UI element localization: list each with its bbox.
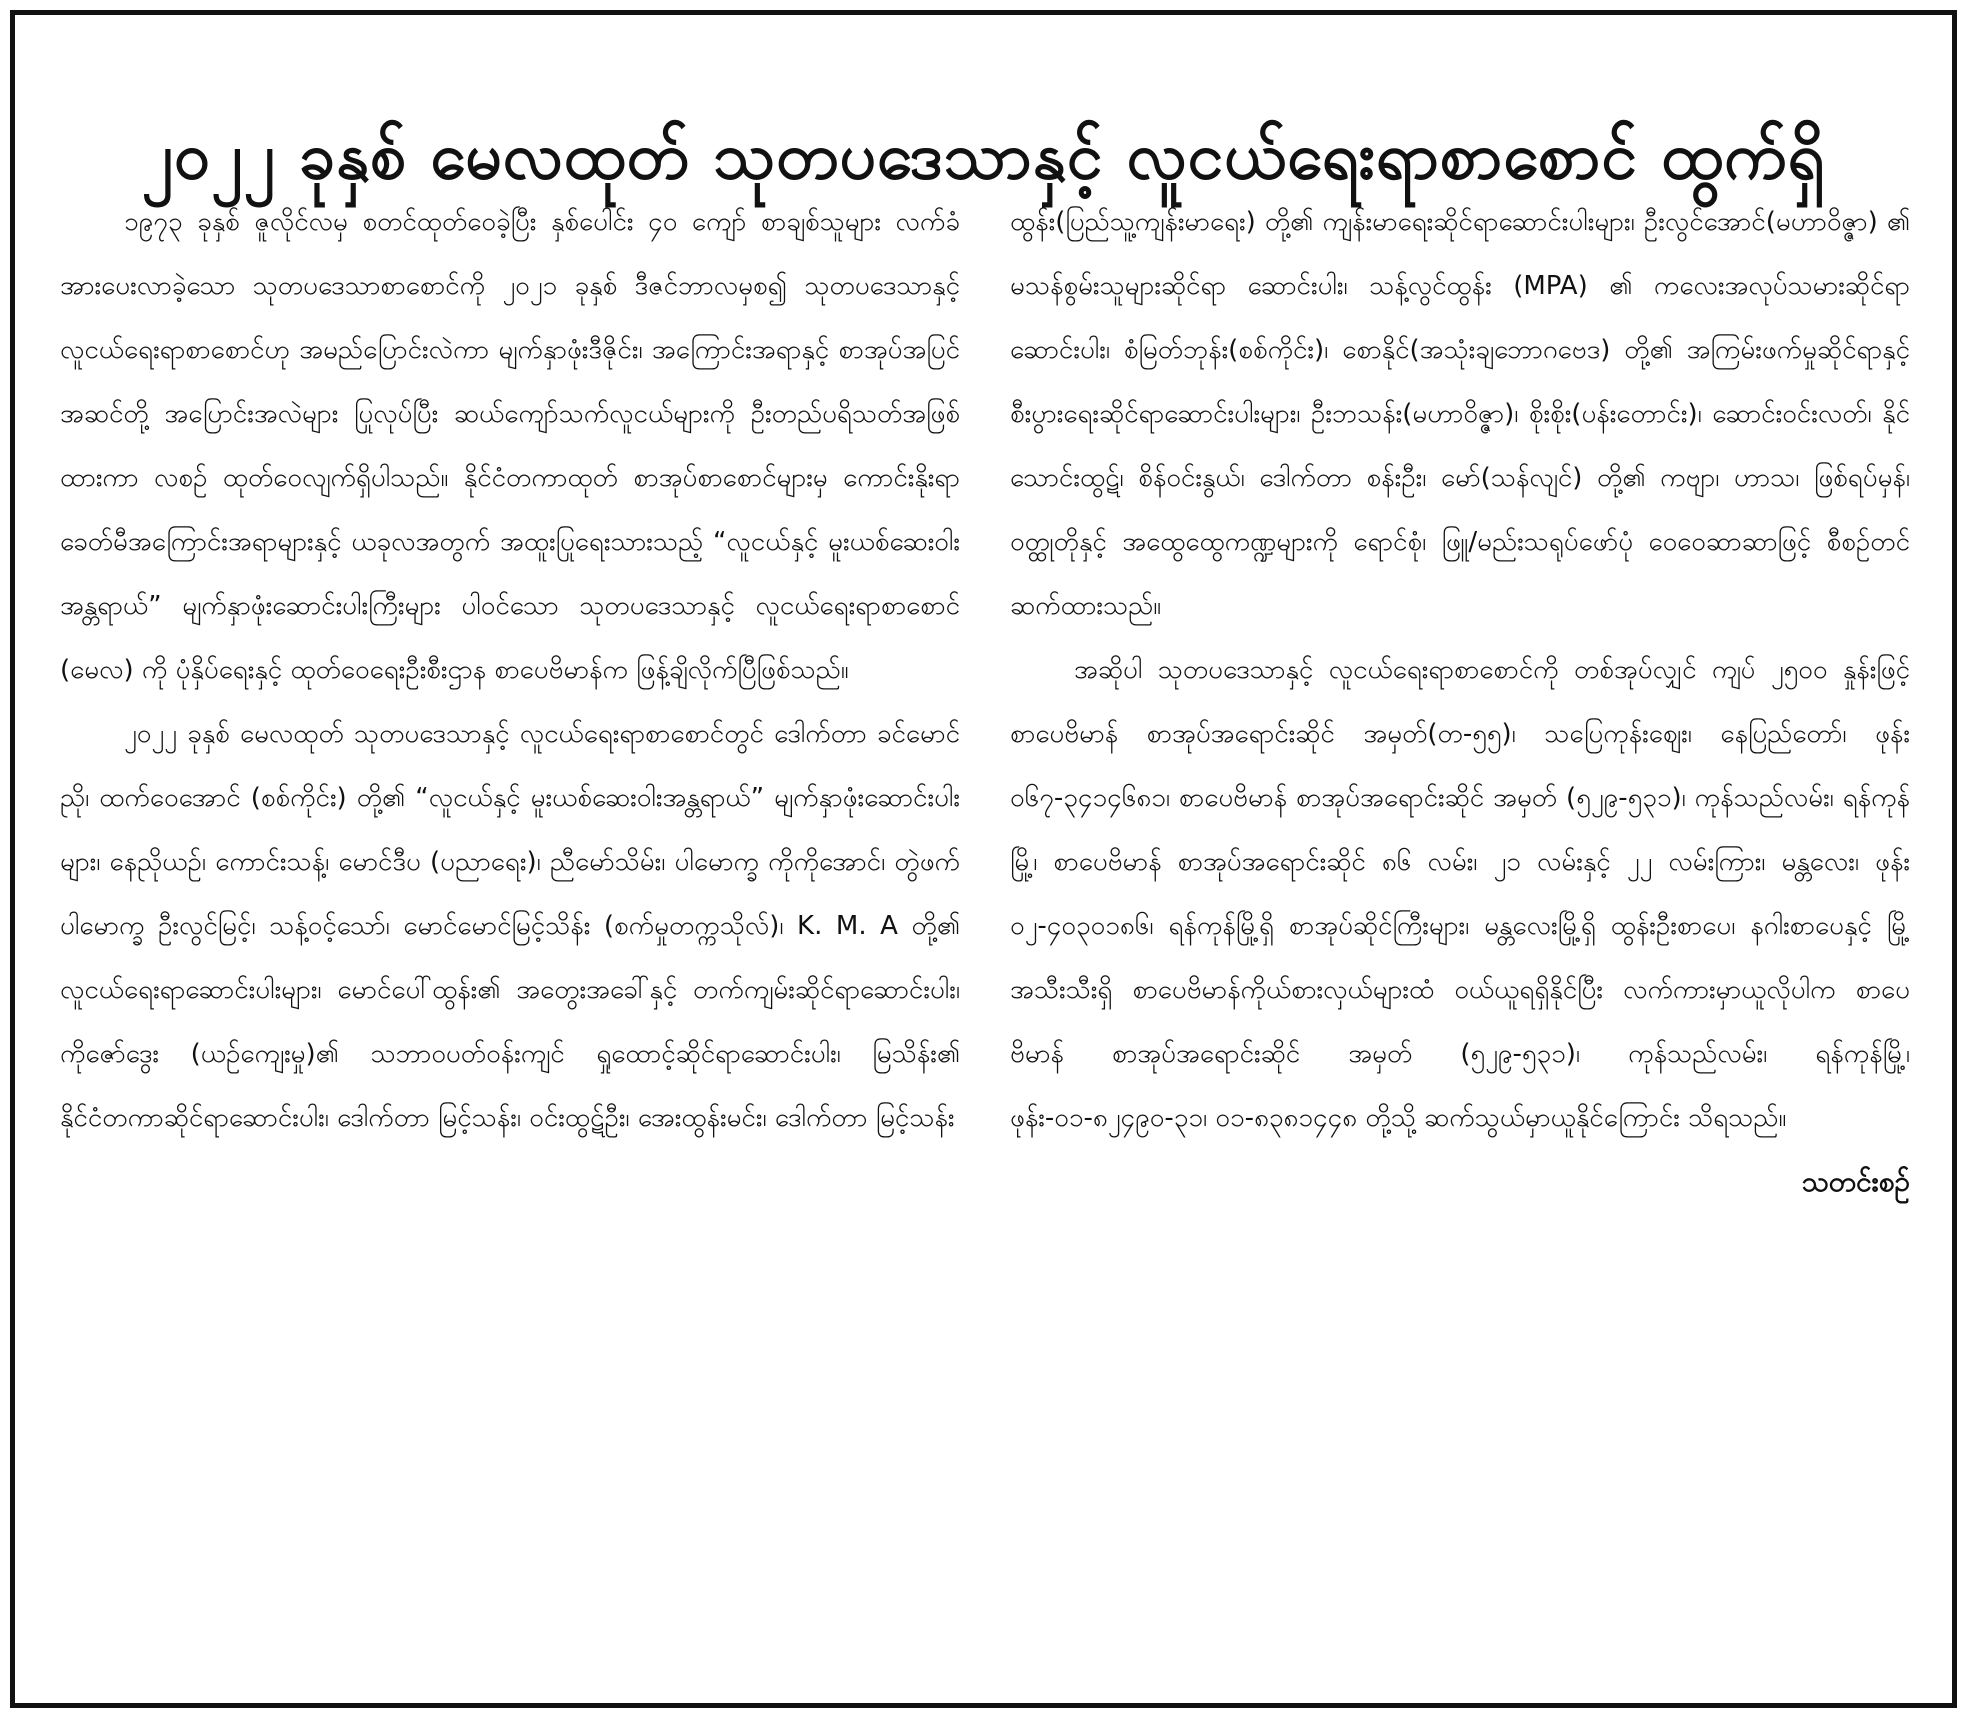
article-headline: ၂၀၂၂ ခုနှစ် မေလထုတ် သုတပဒေသာနှင့် လူငယ်ရေးရာစာစောင် ထွက်ရှိ <box>141 120 1826 195</box>
paragraph: အဆိုပါ သုတပဒေသာနှင့် လူငယ်ရေးရာစာစောင်ကို တစ်အုပ်လျှင် ကျပ် ၂၅၀၀ နှုန်းဖြင့် စာပေဗိမာန် စာအုပ်အရောင်းဆိုင် အမှတ်(တ-၅၅)၊ သပြေကုန်းဈေး၊ နေပြည်တော်၊ ဖုန်း ၀၆၇-၃၄၁၄၆၈၁၊ စာပေဗိမာန် စာအုပ်အရောင်းဆိုင် အမှတ် (၅၂၉-၅၃၁)၊ ကုန်သည်လမ်း၊ ရန်ကုန်မြို့၊ စာပေဗိမာန် စာအုပ်အရောင်းဆိုင် ၈၆ လမ်း၊ ၂၁ လမ်းနှင့် ၂၂ လမ်းကြား၊ မန္တလေး၊ ဖုန်း ၀၂-၄၀၃၀၁၈၆၊ ရန်ကုန်မြို့ရှိ စာအုပ်ဆိုင်ကြီးများ၊ မန္တလေးမြို့ရှိ ထွန်းဦးစာပေ၊ နဂါးစာပေနှင့် မြို့အသီးသီးရှိ စာပေဗိမာန်ကိုယ်စားလှယ်များထံ ဝယ်ယူရရှိနိုင်ပြီး လက်ကားမှာယူလိုပါက စာပေဗိမာန် စာအုပ်အရောင်းဆိုင် အမှတ် (၅၂၉-၅၃၁)၊ ကုန်သည်လမ်း၊ ရန်ကုန်မြို့၊ ဖုန်း-၀၁-၈၂၄၉၀-၃၁၊ ၀၁-၈၃၈၁၄၄၈ တို့သို့ ဆက်သွယ်မှာယူနိုင်ကြောင်း သိရသည်။ <box>1010 655 1910 1133</box>
article-column-left <box>60 190 960 1690</box>
article-body <box>60 190 1910 1690</box>
paragraph: ထွန်း(ပြည်သူ့ကျန်းမာရေး) တို့၏ ကျန်းမာရေးဆိုင်ရာဆောင်းပါးများ၊ ဦးလွင်အောင်(မဟာဝိဇ္ဇာ) ၏ မသန်စွမ်းသူများဆိုင်ရာ ဆောင်းပါး၊ သန့်လွင်ထွန်း (MPA) ၏ ကလေးအလုပ်သမားဆိုင်ရာ ဆောင်းပါး၊ စံမြတ်ဘုန်း(စစ်ကိုင်း)၊ စောနိုင်(အသုံးချဘောဂဗေဒ) တို့၏ အကြမ်းဖက်မှုဆိုင်ရာနှင့် စီးပွားရေးဆိုင်ရာဆောင်းပါးများ၊ ဦးဘသန်း(မဟာဝိဇ္ဇာ)၊ စိုးစိုး(ပန်းတောင်း)၊ ဆောင်းဝင်းလတ်၊ နိုင်သောင်းထွဋ်၊ စိန်ဝင်းနွယ်၊ ဒေါက်တာ စန်းဦး၊ မော်(သန်လျင်) တို့၏ ကဗျာ၊ ဟာသ၊ ဖြစ်ရပ်မှန်၊ ဝတ္ထုတိုနှင့် အထွေထွေကဏ္ဍများကို ရောင်စုံ၊ ဖြူ/မည်းသရုပ်ဖော်ပုံ ဝေဝေဆာဆာဖြင့် စီစဉ်တင်ဆက်ထားသည်။ <box>1010 207 1910 621</box>
article-byline: သတင်းစဉ် <box>1801 1165 1910 1198</box>
article-column-right <box>1010 190 1910 1690</box>
paragraph: ၁၉၇၃ ခုနှစ် ဇူလိုင်လမှ စတင်ထုတ်ဝေခဲ့ပြီး နှစ်ပေါင်း ၄၀ ကျော် စာချစ်သူများ လက်ခံအားပေးလာခဲ့သော သုတပဒေသာစာစောင်ကို ၂၀၂၁ ခုနှစ် ဒီဇင်ဘာလမှစ၍ သုတပဒေသာနှင့် လူငယ်ရေးရာစာစောင်ဟု အမည်ပြောင်းလဲကာ မျက်နှာဖုံးဒီဇိုင်း၊ အကြောင်းအရာနှင့် စာအုပ်အပြင်အဆင်တို့ အပြောင်းအလဲများ ပြုလုပ်ပြီး ဆယ်ကျော်သက်လူငယ်များကို ဦးတည်ပရိသတ်အဖြစ်ထားကာ လစဉ် ထုတ်ဝေလျက်ရှိပါသည်။ နိုင်ငံတကာထုတ် စာအုပ်စာစောင်များမှ ကောင်းနိုးရာခေတ်မီအကြောင်းအရာများနှင့် ယခုလအတွက် အထူးပြုရေးသားသည့် “လူငယ်နှင့် မူးယစ်ဆေးဝါးအန္တရာယ်” မျက်နှာဖုံးဆောင်းပါးကြီးများ ပါဝင်သော သုတပဒေသာနှင့် လူငယ်ရေးရာစာစောင် (မေလ) ကို ပုံနှိပ်ရေးနှင့် ထုတ်ဝေရေးဦးစီးဌာန စာပေဗိမာန်က ဖြန့်ချိလိုက်ပြီဖြစ်သည်။ <box>60 207 960 685</box>
paragraph: ၂၀၂၂ ခုနှစ် မေလထုတ် သုတပဒေသာနှင့် လူငယ်ရေးရာစာစောင်တွင် ဒေါက်တာ ခင်မောင်ညို၊ ထက်ဝေအောင် (စစ်ကိုင်း) တို့၏ “လူငယ်နှင့် မူးယစ်ဆေးဝါးအန္တရာယ်” မျက်နှာဖုံးဆောင်းပါးများ၊ နေညိုယဉ်၊ ကောင်းသန့်၊ မောင်ဒီပ (ပညာရေး)၊ ညီမော်သိမ်း၊ ပါမောက္ခ ကိုကိုအောင်၊ တွဲဖက်ပါမောက္ခ ဦးလွင်မြင့်၊ သန့်ဝင့်သော်၊ မောင်မောင်မြင့်သိန်း (စက်မှုတက္ကသိုလ်)၊ K. M. A တို့၏ လူငယ်ရေးရာဆောင်းပါးများ၊ မောင်ပေါ်ထွန်း၏ အတွေးအခေါ်နှင့် တက်ကျမ်းဆိုင်ရာဆောင်းပါး၊ ကိုဇော်ဒွေး (ယဉ်ကျေးမှု)၏ သဘာဝပတ်ဝန်းကျင် ရှုထောင့်ဆိုင်ရာဆောင်းပါး၊ မြသိန်း၏ နိုင်ငံတကာဆိုင်ရာဆောင်းပါး၊ ဒေါက်တာ မြင့်သန်း၊ ဝင်းထွဋ်ဦး၊ အေးထွန်းမင်း၊ ဒေါက်တာ မြင့်သန်း <box>60 719 960 1133</box>
